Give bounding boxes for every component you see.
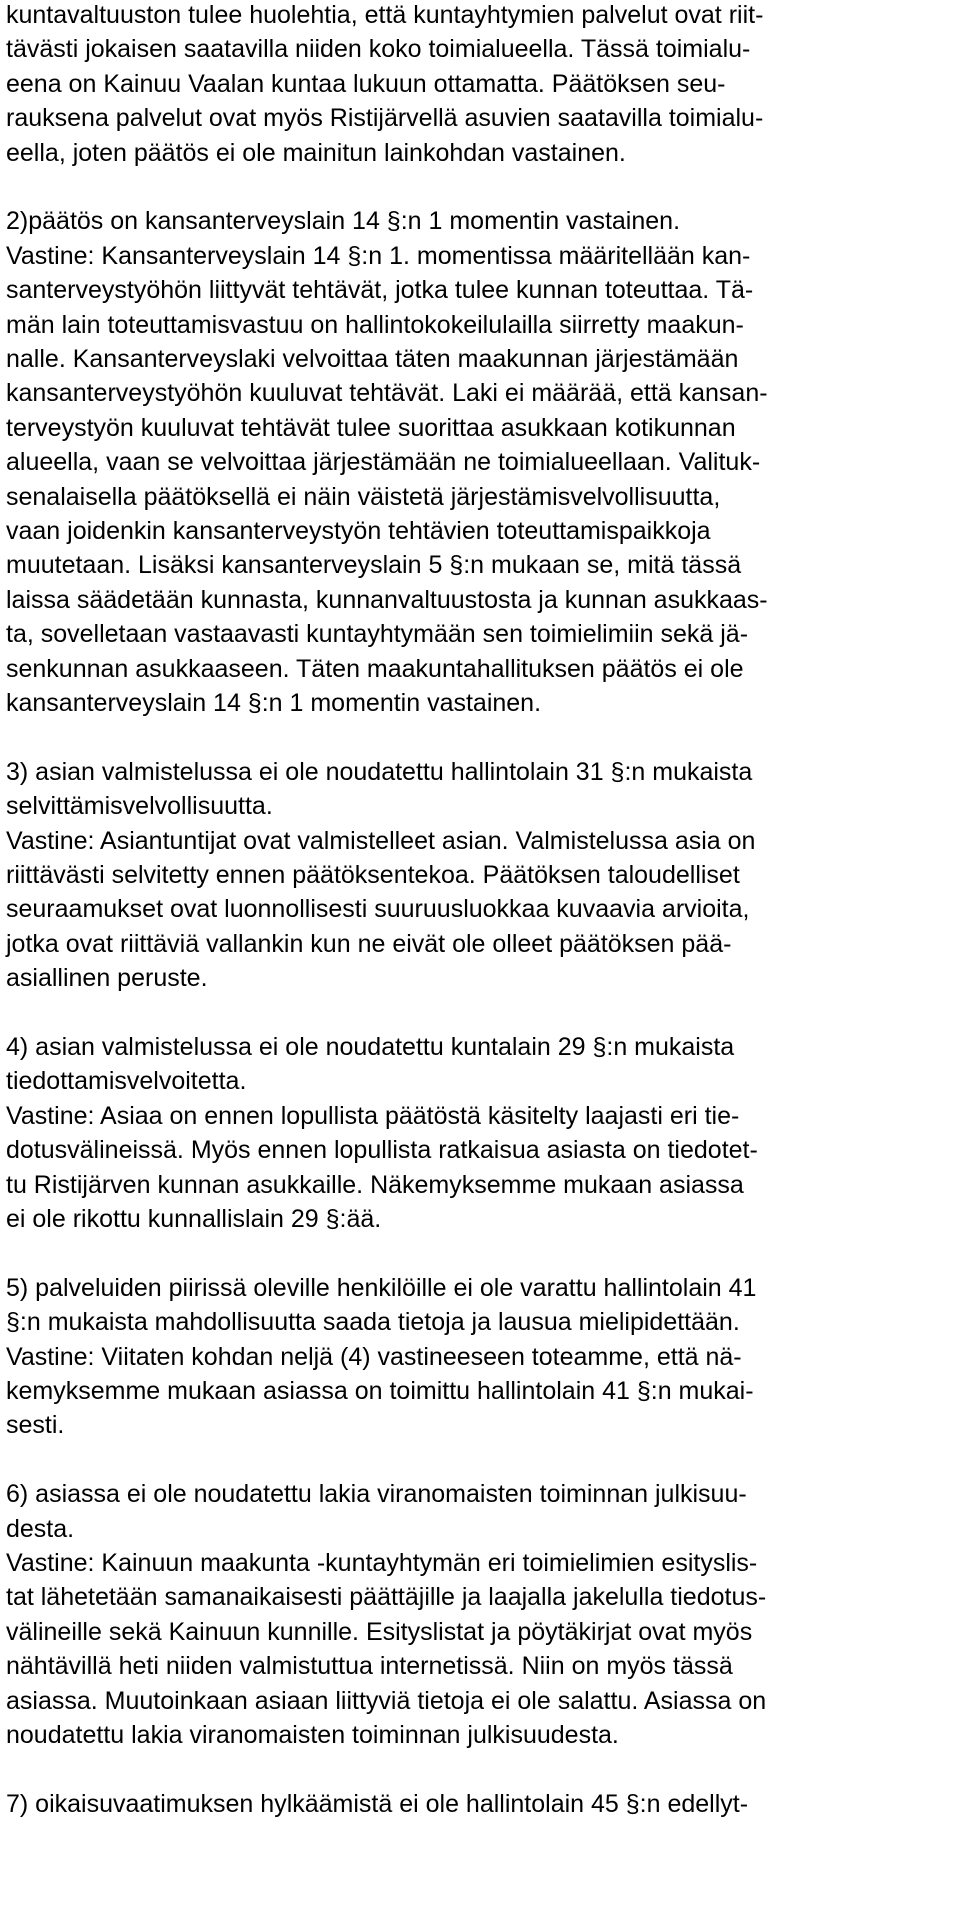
text-line: välineille sekä Kainuun kunnille. Esityslistat ja pöytäkirjat ovat myös — [6, 1617, 753, 1646]
text-line: kansanterveystyöhön kuuluvat tehtävät. Laki ei määrää, että kansan- — [6, 379, 768, 408]
text-line: ei ole rikottu kunnallislain 29 §:ää. — [6, 1205, 382, 1233]
text-line: Vastine: Viitaten kohdan neljä (4) vastineeseen toteamme, että nä- — [6, 1342, 742, 1371]
text-line: 2)päätös on kansanterveyslain 14 §:n 1 momentin vastainen. — [6, 207, 681, 236]
text-line: terveystyön kuuluvat tehtävät tulee suorittaa asukkaan kotikunnan — [6, 413, 736, 442]
text-line: desta. — [6, 1514, 75, 1543]
text-line: asiallinen peruste. — [6, 964, 208, 993]
text-line: tiedottamisvelvoitetta. — [6, 1067, 247, 1096]
text-line: 3) asian valmistelussa ei ole noudatettu hallintolain 31 §:n mukaista — [6, 757, 753, 786]
text-line: Vastine: Kainuun maakunta -kuntayhtymän eri toimielimien esityslis- — [6, 1549, 758, 1577]
text-line: 5) palveluiden piirissä oleville henkilöille ei ole varattu hallintolain 41 — [6, 1273, 757, 1302]
text-line: tat lähetetään samanaikaisesti päättäjille ja laajalla jakelulla tiedotus- — [6, 1583, 767, 1612]
text-line: selvittämisvelvollisuutta. — [6, 792, 273, 821]
text-line: muutetaan. Lisäksi kansanterveyslain 5 §:n mukaan se, mitä tässä — [6, 551, 742, 580]
text-line: kuntavaltuuston tulee huolehtia, että kuntayhtymien palvelut ovat riit- — [6, 1, 764, 29]
text-line: tävästi jokaisen saatavilla niiden koko toimialueella. Tässä toimialu- — [6, 35, 751, 64]
text-line: kansanterveyslain 14 §:n 1 momentin vastainen. — [6, 689, 542, 717]
text-line: rauksena palvelut ovat myös Ristijärvellä asuvien saatavilla toimialu- — [6, 104, 764, 133]
text-line: jotka ovat riittäviä vallankin kun ne eivät ole olleet päätöksen pää- — [6, 929, 732, 958]
text-line: sesti. — [6, 1411, 65, 1440]
text-line: §:n mukaista mahdollisuutta saada tietoja ja lausua mielipidettään. — [6, 1308, 740, 1337]
text-line: dotusvälineissä. Myös ennen lopullista ratkaisua asiasta on tiedotet- — [6, 1136, 758, 1165]
text-line: kemyksemme mukaan asiassa on toimittu hallintolain 41 §:n mukai- — [6, 1377, 754, 1405]
text-line: tu Ristijärven kunnan asukkaille. Näkemyksemme mukaan asiassa — [6, 1170, 744, 1199]
text-line: laissa säädetään kunnasta, kunnanvaltuustosta ja kunnan asukkaas- — [6, 585, 768, 614]
text-line: 4) asian valmistelussa ei ole noudatettu kuntalain 29 §:n mukaista — [6, 1033, 735, 1061]
text-line: män lain toteuttamisvastuu on hallintokokeilulailla siirretty maakun- — [6, 310, 744, 339]
text-line: senalaisella päätöksellä ei näin väistetä järjestämisvelvollisuutta, — [6, 482, 721, 511]
text-line: eena on Kainuu Vaalan kuntaa lukuun ottamatta. Päätöksen seu- — [6, 69, 726, 98]
text-line: seuraamukset ovat luonnollisesti suuruusluokkaa kuvaavia arvioita, — [6, 895, 750, 924]
text-line: Vastine: Asiaa on ennen lopullista päätöstä käsitelty laajasti eri tie- — [6, 1101, 740, 1130]
text-line: riittävästi selvitetty ennen päätöksentekoa. Päätöksen taloudelliset — [6, 861, 740, 889]
text-line: asiassa. Muutoinkaan asiaan liittyviä tietoja ei ole salattu. Asiassa on — [6, 1686, 767, 1715]
text-line: ta, sovelletaan vastaavasti kuntayhtymään sen toimielimiin sekä jä- — [6, 620, 749, 649]
text-line: noudatettu lakia viranomaisten toiminnan julkisuudesta. — [6, 1721, 619, 1749]
text-line: eella, joten päätös ei ole mainitun lainkohdan vastainen. — [6, 138, 626, 167]
text-line: senkunnan asukkaaseen. Täten maakuntahallituksen päätös ei ole — [6, 654, 744, 683]
text-line: santerveystyöhön liittyvät tehtävät, jotka tulee kunnan toteuttaa. Tä- — [6, 276, 754, 305]
text-line: Vastine: Asiantuntijat ovat valmistelleet asian. Valmistelussa asia on — [6, 826, 756, 855]
text-line: alueella, vaan se velvoittaa järjestämään ne toimialueellaan. Valituk- — [6, 448, 761, 477]
text-line: nalle. Kansanterveyslaki velvoittaa täten maakunnan järjestämään — [6, 345, 739, 373]
text-line: 6) asiassa ei ole noudatettu lakia viranomaisten toiminnan julkisuu- — [6, 1480, 747, 1509]
text-line: 7) oikaisuvaatimuksen hylkäämistä ei ole hallintolain 45 §:n edellyt- — [6, 1789, 749, 1818]
text-line: vaan joidenkin kansanterveystyön tehtävien toteuttamispaikkoja — [6, 517, 711, 545]
text-line: Vastine: Kansanterveyslain 14 §:n 1. momentissa määritellään kan- — [6, 241, 751, 270]
text-line: nähtävillä heti niiden valmistuttua internetissä. Niin on myös tässä — [6, 1652, 733, 1681]
